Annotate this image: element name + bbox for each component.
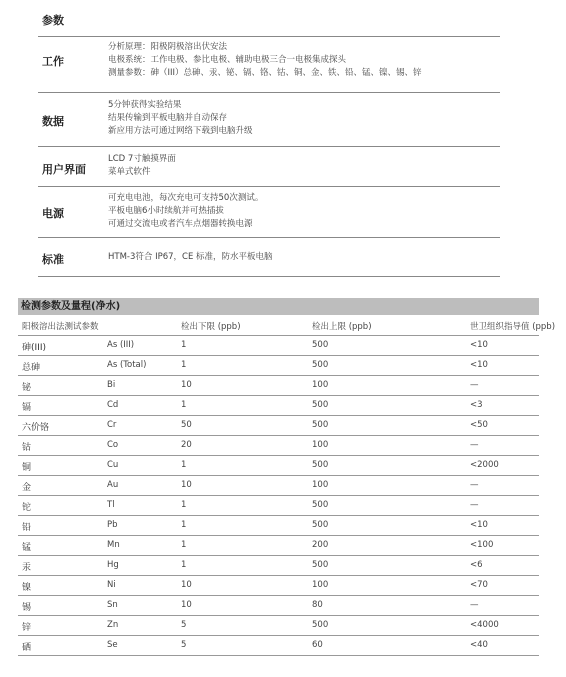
spec-row-label: 工作 bbox=[42, 55, 64, 68]
who-guideline: <6 bbox=[470, 560, 483, 570]
table-row bbox=[18, 376, 539, 396]
spec-row-value bbox=[108, 153, 176, 179]
element-name: 铅 bbox=[22, 523, 32, 533]
element-name: 锌 bbox=[22, 623, 32, 633]
element-name: 硒 bbox=[22, 643, 32, 653]
lower-limit: 1 bbox=[181, 400, 187, 410]
element-symbol: As (III) bbox=[107, 340, 135, 350]
upper-limit: 500 bbox=[312, 360, 329, 370]
lower-limit: 1 bbox=[181, 520, 187, 530]
table-row bbox=[18, 356, 539, 376]
spec-line: 可充电电池，每次充电可支持50次测试。 bbox=[108, 193, 264, 203]
upper-limit: 500 bbox=[312, 560, 329, 570]
lower-limit: 10 bbox=[181, 380, 192, 390]
spec-row-value bbox=[108, 99, 253, 138]
who-guideline: <4000 bbox=[470, 620, 499, 630]
element-symbol: Cr bbox=[107, 420, 117, 430]
upper-limit: 80 bbox=[312, 600, 323, 610]
lower-limit: 1 bbox=[181, 460, 187, 470]
who-guideline: <70 bbox=[470, 580, 488, 590]
element-symbol: Cd bbox=[107, 400, 119, 410]
element-name: 镉 bbox=[22, 403, 32, 413]
who-guideline: <3 bbox=[470, 400, 483, 410]
element-symbol: Pb bbox=[107, 520, 118, 530]
spec-row-label: 电源 bbox=[42, 207, 64, 220]
lower-limit: 10 bbox=[181, 480, 192, 490]
column-header: 检出上限 (ppb) bbox=[312, 322, 372, 332]
spec-line: 5分钟获得实验结果 bbox=[108, 100, 182, 110]
upper-limit: 100 bbox=[312, 440, 329, 450]
table-row bbox=[18, 556, 539, 576]
table-row bbox=[18, 436, 539, 456]
spec-row bbox=[38, 93, 500, 147]
element-name: 锰 bbox=[22, 543, 32, 553]
element-symbol: Cu bbox=[107, 460, 119, 470]
parameter-table bbox=[18, 298, 556, 656]
table-row bbox=[18, 636, 539, 656]
lower-limit: 20 bbox=[181, 440, 192, 450]
spec-line: 菜单式软件 bbox=[108, 167, 151, 177]
who-guideline: <10 bbox=[470, 340, 488, 350]
element-name: 锡 bbox=[22, 603, 32, 613]
spec-line: LCD 7寸触摸界面 bbox=[108, 154, 176, 164]
spec-row bbox=[38, 238, 500, 277]
element-symbol: Mn bbox=[107, 540, 120, 550]
element-name: 金 bbox=[22, 483, 32, 493]
table-row bbox=[18, 336, 539, 356]
upper-limit: 500 bbox=[312, 400, 329, 410]
table-row bbox=[18, 576, 539, 596]
who-guideline: — bbox=[470, 480, 479, 490]
element-name: 钴 bbox=[22, 443, 32, 453]
upper-limit: 200 bbox=[312, 540, 329, 550]
who-guideline: — bbox=[470, 380, 479, 390]
spec-line: 平板电脑6小时续航并可热插拔 bbox=[108, 206, 224, 216]
upper-limit: 500 bbox=[312, 620, 329, 630]
who-guideline: — bbox=[470, 440, 479, 450]
lower-limit: 10 bbox=[181, 580, 192, 590]
upper-limit: 500 bbox=[312, 340, 329, 350]
upper-limit: 100 bbox=[312, 380, 329, 390]
spec-row-label: 数据 bbox=[42, 115, 64, 128]
element-name: 六价铬 bbox=[22, 423, 50, 433]
table-row bbox=[18, 596, 539, 616]
spec-line: 可通过交流电或者汽车点烟器转换电源 bbox=[108, 219, 253, 229]
element-symbol: As (Total) bbox=[107, 360, 147, 370]
spec-row-value bbox=[108, 251, 273, 264]
spec-row bbox=[38, 37, 500, 93]
lower-limit: 1 bbox=[181, 500, 187, 510]
table-body bbox=[18, 336, 539, 656]
lower-limit: 1 bbox=[181, 340, 187, 350]
spec-rows bbox=[38, 37, 500, 277]
element-symbol: Se bbox=[107, 640, 118, 650]
spec-row-label: 标准 bbox=[42, 253, 64, 266]
upper-limit: 500 bbox=[312, 520, 329, 530]
element-symbol: Zn bbox=[107, 620, 119, 630]
spec-row bbox=[38, 147, 500, 187]
spec-title: 参数 bbox=[42, 14, 64, 27]
table-row bbox=[18, 416, 539, 436]
element-name: 铊 bbox=[22, 503, 32, 513]
element-name: 总砷 bbox=[22, 363, 41, 373]
element-name: 铜 bbox=[22, 463, 32, 473]
lower-limit: 5 bbox=[181, 620, 187, 630]
lower-limit: 1 bbox=[181, 360, 187, 370]
spec-line: 结果传输到平板电脑并自动保存 bbox=[108, 113, 228, 123]
upper-limit: 60 bbox=[312, 640, 323, 650]
who-guideline: — bbox=[470, 500, 479, 510]
table-row bbox=[18, 516, 539, 536]
spec-row bbox=[38, 187, 500, 238]
element-name: 汞 bbox=[22, 563, 32, 573]
column-header: 检出下限 (ppb) bbox=[181, 322, 241, 332]
who-guideline: <2000 bbox=[470, 460, 499, 470]
who-guideline: <10 bbox=[470, 520, 488, 530]
spec-section bbox=[38, 0, 500, 277]
element-symbol: Au bbox=[107, 480, 119, 490]
element-symbol: Ni bbox=[107, 580, 116, 590]
who-guideline: — bbox=[470, 600, 479, 610]
spec-line: 测量参数：砷（III）总砷、汞、铋、镉、铬、钴、铜、金、铁、铅、锰、镍、锡、锌 bbox=[108, 68, 422, 78]
spec-line: 电极系统：工作电极、参比电极、辅助电极三合一电极集成探头 bbox=[108, 55, 347, 65]
spec-row-label: 用户界面 bbox=[42, 163, 86, 176]
table-row bbox=[18, 456, 539, 476]
table-row bbox=[18, 396, 539, 416]
element-symbol: Sn bbox=[107, 600, 118, 610]
lower-limit: 5 bbox=[181, 640, 187, 650]
table-row bbox=[18, 476, 539, 496]
column-header: 阳极溶出法测试参数 bbox=[22, 322, 99, 332]
lower-limit: 1 bbox=[181, 560, 187, 570]
spec-line: 新应用方法可通过网络下载到电脑升级 bbox=[108, 126, 253, 136]
spec-row-value bbox=[108, 192, 263, 231]
spec-header bbox=[38, 0, 500, 37]
who-guideline: <50 bbox=[470, 420, 488, 430]
column-header: 世卫组织指导值 (ppb) bbox=[470, 322, 556, 332]
spec-line: 分析原理：阳极阴极溶出伏安法 bbox=[108, 42, 228, 52]
table-header-row bbox=[18, 315, 556, 336]
table-row bbox=[18, 536, 539, 556]
upper-limit: 500 bbox=[312, 460, 329, 470]
who-guideline: <10 bbox=[470, 360, 488, 370]
element-name: 砷(III) bbox=[22, 343, 46, 353]
lower-limit: 10 bbox=[181, 600, 192, 610]
table-title: 检测参数及量程(净水) bbox=[18, 298, 539, 315]
table-row bbox=[18, 496, 539, 516]
upper-limit: 500 bbox=[312, 420, 329, 430]
who-guideline: <40 bbox=[470, 640, 488, 650]
spec-row-value bbox=[108, 41, 422, 80]
who-guideline: <100 bbox=[470, 540, 494, 550]
upper-limit: 100 bbox=[312, 480, 329, 490]
element-symbol: Hg bbox=[107, 560, 119, 570]
lower-limit: 50 bbox=[181, 420, 192, 430]
upper-limit: 500 bbox=[312, 500, 329, 510]
element-name: 镍 bbox=[22, 583, 32, 593]
element-symbol: Bi bbox=[107, 380, 116, 390]
table-row bbox=[18, 616, 539, 636]
element-symbol: Tl bbox=[107, 500, 115, 510]
upper-limit: 100 bbox=[312, 580, 329, 590]
lower-limit: 1 bbox=[181, 540, 187, 550]
spec-line: HTM-3符合 IP67，CE 标准，防水平板电脑 bbox=[108, 252, 273, 262]
element-name: 铋 bbox=[22, 383, 32, 393]
element-symbol: Co bbox=[107, 440, 119, 450]
